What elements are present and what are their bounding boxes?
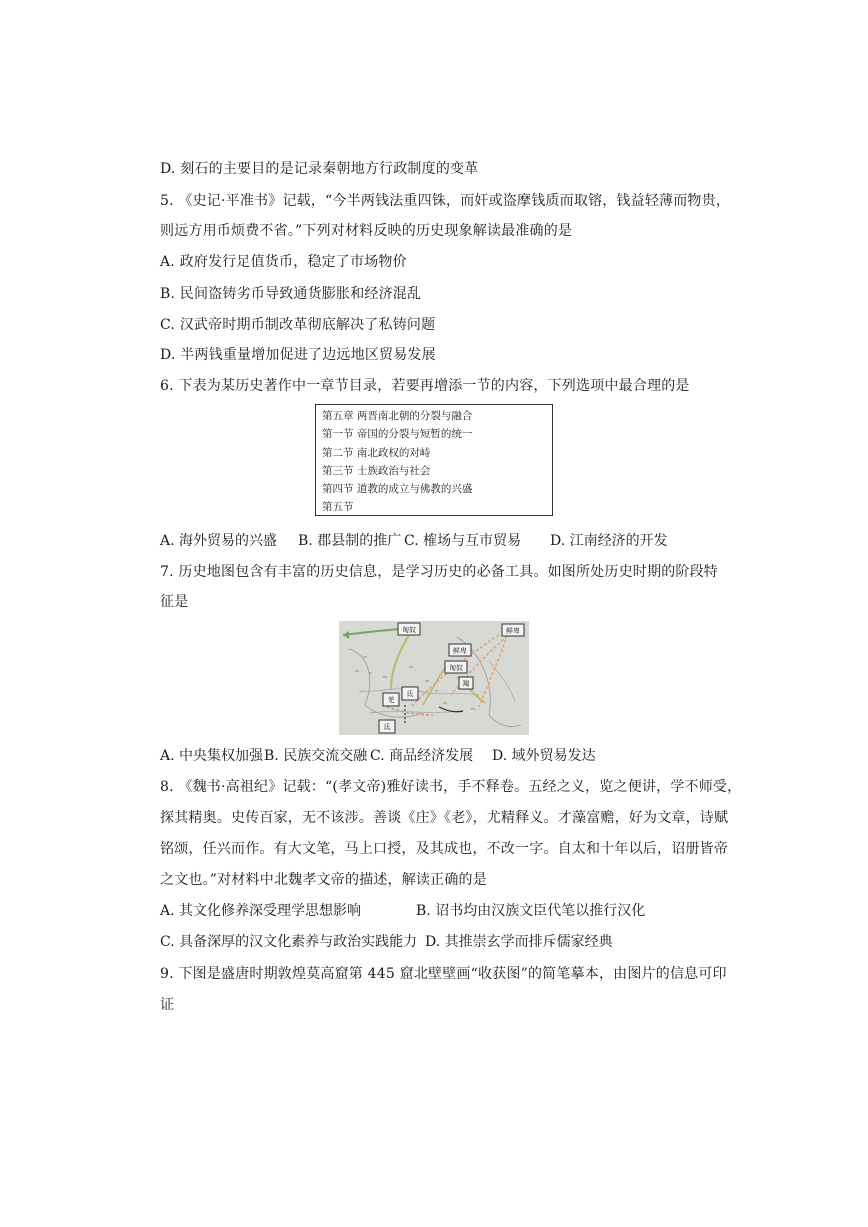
question-8-stem-line-3: 铭颂，任兴而作。有大文笔，马上口授，及其成也，不改一字。自太和十年以后，诏册皆帝 — [160, 841, 728, 857]
toc-row-chapter: 第五章 两晋南北朝的分裂与融合 — [322, 410, 473, 422]
question-9-stem-line-2: 证 — [160, 997, 175, 1013]
question-5-option-d[interactable]: D. 半两钱重量增加促进了边远地区贸易发展 — [160, 347, 436, 363]
question-4-option-d: D. 刻石的主要目的是记录秦朝地方行政制度的变革 — [160, 161, 479, 177]
question-6-option-d[interactable]: D. 江南经济的开发 — [550, 533, 668, 549]
question-7-stem-line-2: 征是 — [160, 594, 189, 610]
question-8-option-b[interactable]: B. 诏书均由汉族文臣代笔以推行汉化 — [416, 903, 646, 919]
question-8-option-d[interactable]: D. 其推崇玄学而排斥儒家经典 — [425, 934, 613, 950]
question-5-stem-line-1: 5. 《史记·平准书》记载，“今半两钱法重四铢，而奸或盗摩钱质而取镕，钱益轻薄而物贵， — [160, 193, 731, 209]
question-6-option-c[interactable]: C. 榷场与互市贸易 — [404, 533, 522, 549]
toc-row-section-3: 第三节 士族政治与社会 — [322, 464, 431, 477]
question-8-stem-line-1: 8. 《魏书·高祖纪》记载：“(孝文帝)雅好读书，手不释卷。五经之义，览之便讲，学不师受， — [160, 779, 742, 795]
map-label-xiongnu-center: 匈奴 — [449, 664, 463, 672]
question-5-option-b[interactable]: B. 民间盗铸劣币导致通货膨胀和经济混乱 — [160, 286, 422, 302]
question-8-stem-line-2: 探其精奥。史传百家，无不该涉。善谈《庄》《老》，尤精释义。才藻富赡，好为文章，诗赋 — [160, 810, 729, 826]
question-6-option-a[interactable]: A. 海外贸易的兴盛 — [160, 533, 278, 549]
map-label-xianbei-center: 鲜卑 — [453, 647, 467, 655]
toc-row-section-5: 第五节 — [322, 501, 354, 514]
historical-migration-map — [339, 621, 529, 735]
chapter-table-of-contents — [315, 404, 553, 516]
map-label-xiongnu-north: 匈奴 — [402, 626, 416, 634]
question-7-option-d[interactable]: D. 域外贸易发达 — [492, 748, 596, 764]
question-8-option-a[interactable]: A. 其文化修养深受理学思想影响 — [160, 903, 362, 919]
map-graphic — [339, 621, 529, 735]
question-7-option-c[interactable]: C. 商品经济发展 — [370, 748, 474, 764]
toc-row-section-1: 第一节 帝国的分裂与短暂的统一 — [322, 428, 473, 441]
question-7-stem-line-1: 7. 历史地图包含有丰富的历史信息，是学习历史的必备工具。如图所处历史时期的阶段特 — [160, 564, 719, 580]
toc-row-section-4: 第四节 道教的成立与佛教的兴盛 — [322, 483, 473, 496]
map-label-qiang: 羌 — [387, 696, 395, 704]
question-7-option-a[interactable]: A. 中央集权加强 — [160, 748, 264, 764]
map-label-di-south: 氐 — [383, 723, 391, 731]
question-6-stem: 6. 下表为某历史著作中一章节目录，若要再增添一节的内容，下列选项中最合理的是 — [160, 378, 690, 394]
question-8-option-c[interactable]: C. 具备深厚的汉文化素养与政治实践能力 — [160, 934, 418, 950]
map-label-di-center: 氐 — [406, 690, 414, 698]
question-7-option-b[interactable]: B. 民族交流交融 — [264, 748, 368, 764]
question-5-stem-line-2: 则远方用币烦费不省。”下列对材料反映的历史现象解读最准确的是 — [160, 223, 573, 239]
question-5-option-a[interactable]: A. 政府发行足值货币，稳定了市场物价 — [160, 254, 407, 270]
map-label-jie: 羯 — [462, 680, 470, 688]
question-6-option-b[interactable]: B. 郡县制的推广 — [298, 533, 402, 549]
map-label-xianbei-northeast: 鲜卑 — [506, 627, 520, 635]
question-8-stem-line-4: 之文也。”对材料中北魏孝文帝的描述，解读正确的是 — [160, 872, 487, 888]
question-9-stem-line-1: 9. 下图是盛唐时期敦煌莫高窟第 445 窟北壁壁画“收获图”的简笔摹本，由图片的信息可印 — [160, 966, 727, 982]
question-5-option-c[interactable]: C. 汉武帝时期币制改革彻底解决了私铸问题 — [160, 317, 436, 333]
toc-row-section-2: 第二节 南北政权的对峙 — [322, 446, 431, 459]
